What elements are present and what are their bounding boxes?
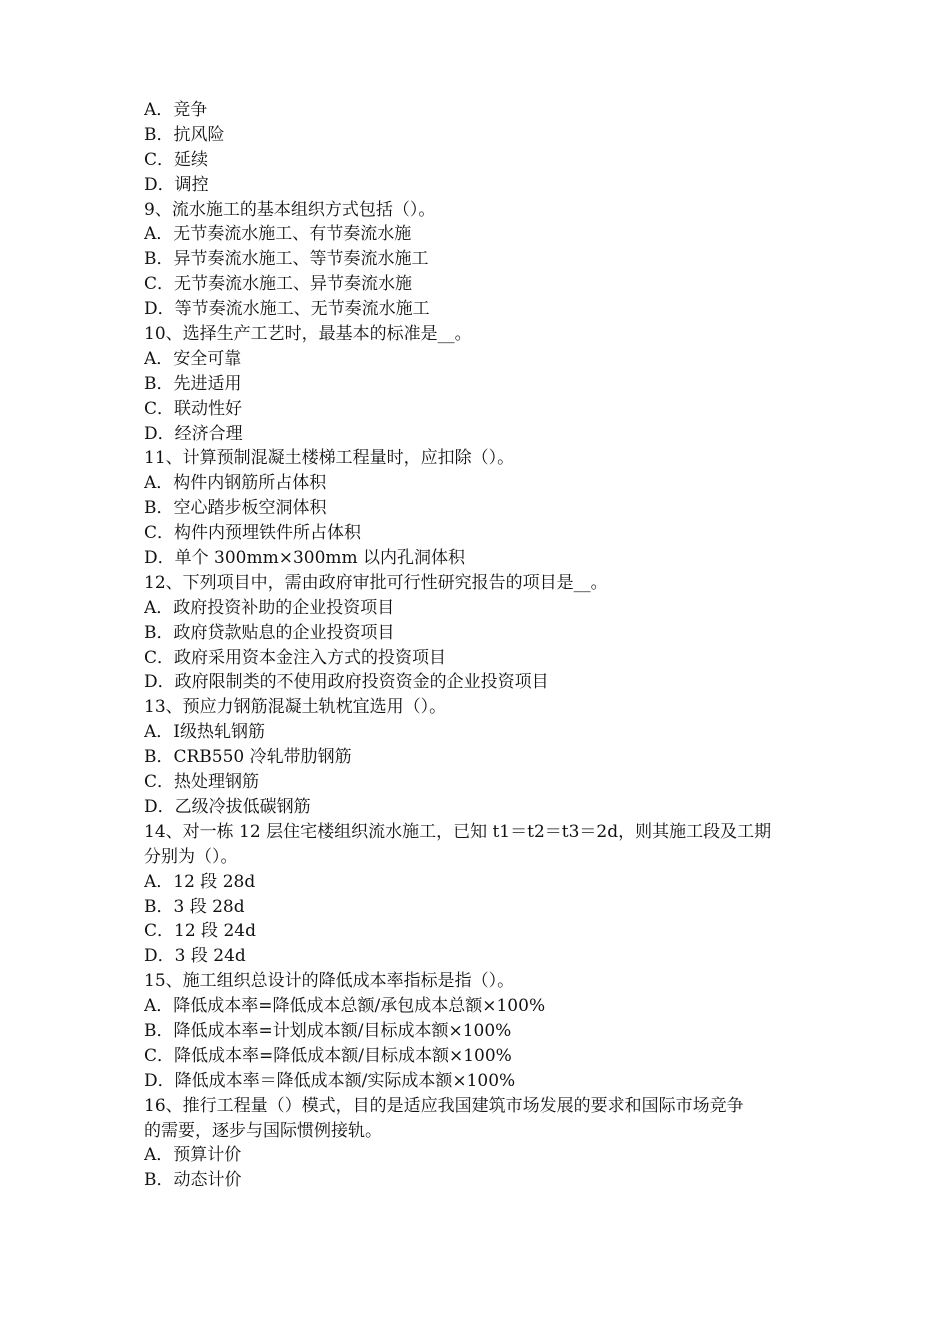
text-line: D．3 段 24d bbox=[144, 946, 246, 967]
text-line: B．异节奏流水施工、等节奏流水施工 bbox=[144, 249, 429, 270]
text-line: D．降低成本率＝降低成本额/实际成本额×100% bbox=[144, 1070, 516, 1091]
question-line: 14、对一栋 12 层住宅楼组织流水施工，已知 t1＝t2＝t3＝2d，则其施工段及工期 bbox=[144, 821, 772, 842]
question-line: 9、流水施工的基本组织方式包括（）。 bbox=[144, 199, 436, 220]
text-line: C．政府采用资本金注入方式的投资项目 bbox=[144, 647, 447, 668]
text-line: A．预算计价 bbox=[144, 1145, 242, 1166]
text-line: D．乙级冷拔低碳钢筋 bbox=[144, 796, 311, 817]
text-line: D．单个 300mm×300mm 以内孔洞体积 bbox=[144, 548, 466, 569]
text-line: B．抗风险 bbox=[144, 124, 225, 145]
text-line: A．构件内钢筋所占体积 bbox=[144, 473, 327, 494]
text-line: B．CRB550 冷轧带肋钢筋 bbox=[144, 747, 352, 768]
text-line: A．降低成本率=降低成本总额/承包成本总额×100% bbox=[144, 996, 546, 1017]
text-line: B．空心踏步板空洞体积 bbox=[144, 498, 327, 519]
question-line: 15、施工组织总设计的降低成本率指标是指（）。 bbox=[144, 971, 515, 992]
text-line: A．12 段 28d bbox=[144, 871, 256, 892]
text-line: C．热处理钢筋 bbox=[144, 772, 260, 793]
question-line: 12、下列项目中，需由政府审批可行性研究报告的项目是__。 bbox=[144, 572, 608, 593]
text-line: A．无节奏流水施工、有节奏流水施 bbox=[144, 224, 412, 245]
text-line: C．12 段 24d bbox=[144, 921, 256, 942]
question-line: 13、预应力钢筋混凝土轨枕宜选用（）。 bbox=[144, 697, 447, 718]
text-line: B．先进适用 bbox=[144, 373, 242, 394]
text-line: C．联动性好 bbox=[144, 398, 243, 419]
text-line: B．动态计价 bbox=[144, 1170, 242, 1191]
text-line: C．降低成本率=降低成本额/目标成本额×100% bbox=[144, 1045, 512, 1066]
question-line: 10、选择生产工艺时，最基本的标准是__。 bbox=[144, 324, 472, 345]
text-line: D．调控 bbox=[144, 174, 209, 195]
text-line: A．政府投资补助的企业投资项目 bbox=[144, 597, 395, 618]
text-line: B．3 段 28d bbox=[144, 896, 245, 917]
text-line: D．等节奏流水施工、无节奏流水施工 bbox=[144, 299, 430, 320]
question-line-continued: 的需要，逐步与国际惯例接轨。 bbox=[144, 1120, 382, 1141]
text-line: D．政府限制类的不使用政府投资资金的企业投资项目 bbox=[144, 672, 549, 693]
question-line: 11、计算预制混凝土楼梯工程量时，应扣除（）。 bbox=[144, 448, 515, 469]
text-line: A．Ⅰ级热轧钢筋 bbox=[144, 722, 265, 743]
question-line: 16、推行工程量（）模式，目的是适应我国建筑市场发展的要求和国际市场竞争 bbox=[144, 1095, 744, 1116]
text-line: A．竞争 bbox=[144, 100, 208, 120]
text-line: B．降低成本率=计划成本额/目标成本额×100% bbox=[144, 1020, 512, 1041]
text-line: A．安全可靠 bbox=[144, 348, 242, 369]
text-line: C．延续 bbox=[144, 149, 209, 170]
document-page bbox=[144, 98, 824, 1193]
text-line: C．构件内预埋铁件所占体积 bbox=[144, 523, 362, 544]
question-line-continued: 分别为（）。 bbox=[144, 846, 238, 867]
text-line: D．经济合理 bbox=[144, 423, 243, 444]
text-line: C．无节奏流水施工、异节奏流水施 bbox=[144, 274, 413, 295]
text-line: B．政府贷款贴息的企业投资项目 bbox=[144, 622, 395, 643]
